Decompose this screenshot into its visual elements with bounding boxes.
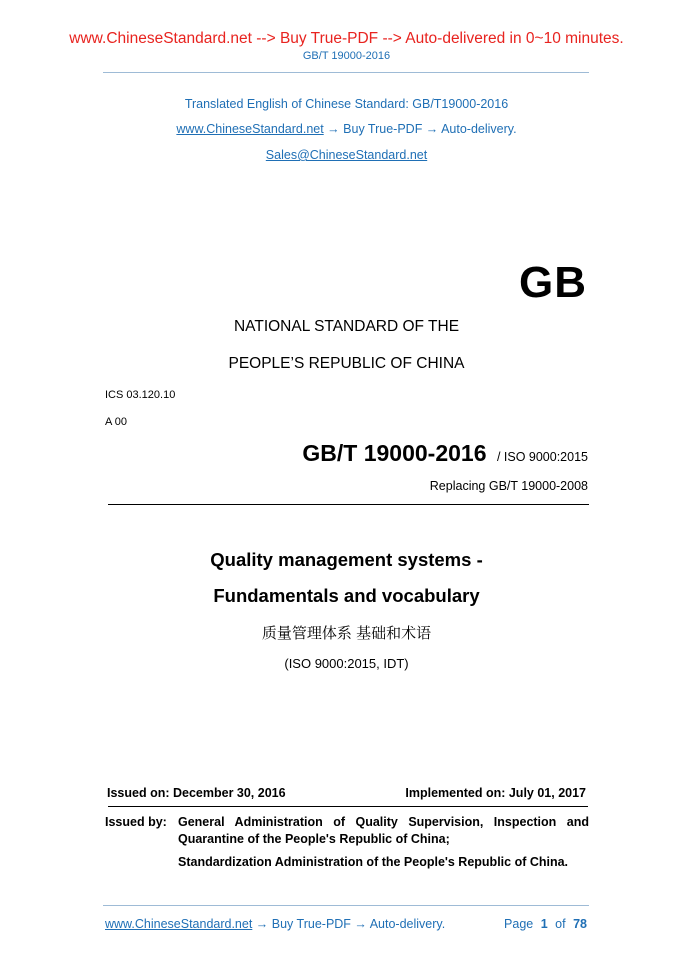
iso-reference: / ISO 9000:2015 [496,450,588,464]
national-standard-line1: NATIONAL STANDARD OF THE [233,318,460,335]
footer-divider [103,905,589,906]
issued-by-label: Issued by: [105,815,167,829]
issuing-org-2: Standardization Administration of the People's Republic of China. [178,855,569,869]
page-indicator [504,917,587,931]
header-link-line [0,122,693,136]
issuing-organizations [178,814,589,877]
title-line1: Quality management systems - [210,549,483,570]
gb-logo: GB [519,258,587,307]
issuing-org-1: General Administration of Quality Supervision, Inspection and Quarantine of the People's Republic of China; [178,815,589,846]
page-label: Page [504,917,534,931]
ics-code: ICS 03.120.10 [105,389,176,401]
website-link[interactable]: www.ChineseStandard.net [176,122,324,136]
header-standard-code: GB/T 19000-2016 [302,50,391,62]
replacing-note: Replacing GB/T 19000-2008 [429,479,588,493]
page-total: 78 [573,917,587,931]
top-banner[interactable]: www.ChineseStandard.net --> Buy True-PDF --> Auto-delivered in 0~10 minutes. [69,30,624,47]
dates-divider [108,806,588,807]
title-line2: Fundamentals and vocabulary [213,585,480,606]
classification-code: A 00 [105,416,128,428]
footer-link-line [105,917,445,931]
footer-website-link[interactable]: www.ChineseStandard.net [105,917,253,931]
email-line [0,148,693,162]
page-number: 1 [540,917,548,931]
buy-note: → Buy True-PDF → Auto-delivery. [323,122,517,136]
title-divider [108,504,589,505]
header-divider [103,72,589,73]
issued-date: Issued on: December 30, 2016 [107,786,286,800]
of-label: of [555,917,566,931]
standard-number-block [302,440,588,467]
national-standard-line2: PEOPLE’S REPUBLIC OF CHINA [228,355,465,372]
chinese-title: 质量管理体系 基础和术语 [261,625,432,642]
implemented-date: Implemented on: July 01, 2017 [405,786,586,800]
translation-note: Translated English of Chinese Standard: GB/T19000-2016 [184,97,509,111]
iso-identity: (ISO 9000:2015, IDT) [284,656,409,671]
standard-number: GB/T 19000-2016 [302,440,487,466]
footer-buy-note: → Buy True-PDF → Auto-delivery. [252,917,446,931]
sales-email-link[interactable]: Sales@ChineseStandard.net [265,148,428,162]
